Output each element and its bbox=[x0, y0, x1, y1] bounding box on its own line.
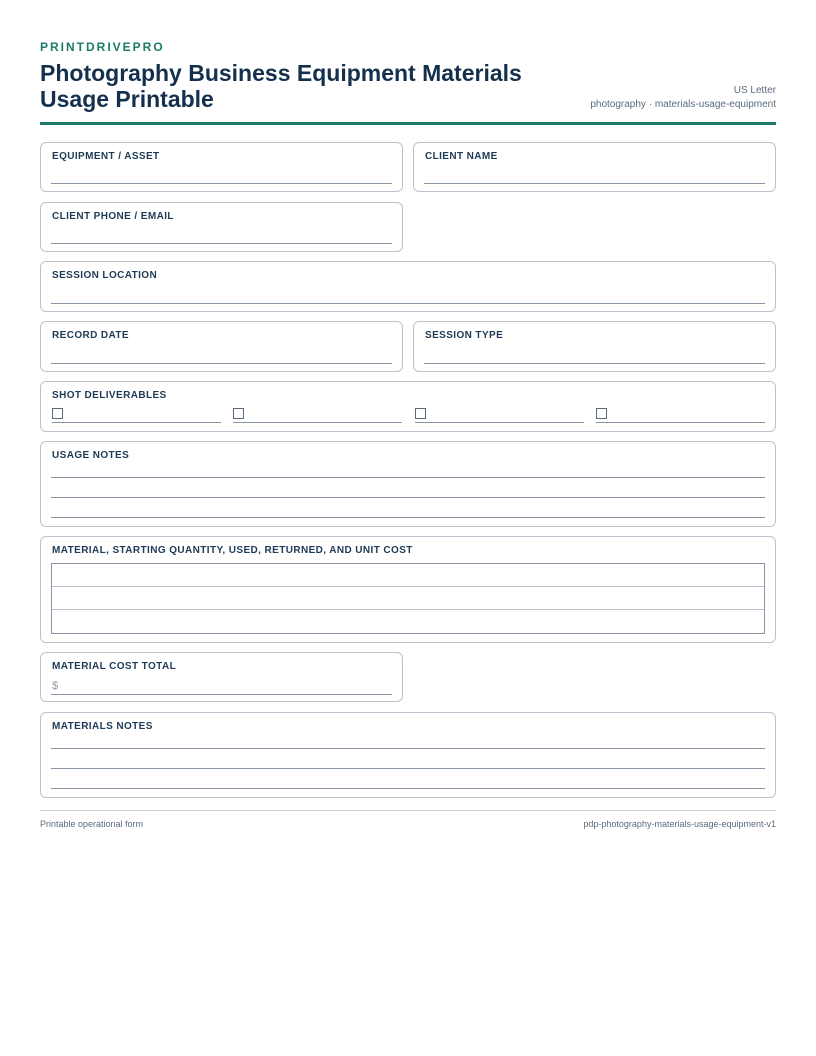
client-name-field[interactable] bbox=[413, 142, 776, 192]
brand-name: PRINTDRIVEPRO bbox=[40, 40, 165, 54]
table-row[interactable] bbox=[52, 587, 764, 610]
materials-table-field bbox=[40, 536, 776, 643]
client-contact-label: CLIENT PHONE / EMAIL bbox=[52, 211, 174, 222]
session-location-label: SESSION LOCATION bbox=[52, 270, 158, 281]
materials-notes-line[interactable] bbox=[51, 748, 765, 749]
equipment-write-line[interactable] bbox=[51, 183, 392, 184]
session-type-label: SESSION TYPE bbox=[425, 330, 504, 341]
usage-notes-field[interactable] bbox=[40, 441, 776, 527]
header-rule bbox=[40, 122, 776, 125]
table-row[interactable] bbox=[52, 610, 764, 633]
cost-total-field[interactable] bbox=[40, 652, 403, 702]
cost-total-write-line[interactable] bbox=[51, 694, 392, 695]
equipment-label: EQUIPMENT / ASSET bbox=[52, 151, 160, 162]
usage-notes-label: USAGE NOTES bbox=[52, 450, 130, 461]
deliverable-write-line[interactable] bbox=[596, 422, 765, 423]
usage-notes-line[interactable] bbox=[51, 497, 765, 498]
client-contact-write-line[interactable] bbox=[51, 243, 392, 244]
client-contact-field[interactable] bbox=[40, 202, 403, 252]
deliverable-checkbox[interactable] bbox=[596, 408, 607, 419]
deliverable-checkbox[interactable] bbox=[52, 408, 63, 419]
session-location-write-line[interactable] bbox=[51, 303, 765, 304]
page-title: Photography Business Equipment Materials Usage Printable bbox=[40, 60, 522, 112]
materials-table bbox=[51, 563, 765, 634]
session-location-field[interactable] bbox=[40, 261, 776, 312]
usage-notes-line[interactable] bbox=[51, 517, 765, 518]
equipment-field[interactable] bbox=[40, 142, 403, 192]
deliverable-checkbox[interactable] bbox=[415, 408, 426, 419]
currency-symbol: $ bbox=[52, 680, 59, 692]
session-type-field[interactable] bbox=[413, 321, 776, 372]
record-date-write-line[interactable] bbox=[51, 363, 392, 364]
deliverable-checkbox[interactable] bbox=[233, 408, 244, 419]
client-name-write-line[interactable] bbox=[424, 183, 765, 184]
record-date-field[interactable] bbox=[40, 321, 403, 372]
cost-total-label: MATERIAL COST TOTAL bbox=[52, 661, 177, 672]
footer-left: Printable operational form bbox=[40, 819, 144, 829]
materials-notes-field[interactable] bbox=[40, 712, 776, 798]
deliverable-write-line[interactable] bbox=[415, 422, 584, 423]
materials-notes-label: MATERIALS NOTES bbox=[52, 721, 153, 732]
materials-notes-line[interactable] bbox=[51, 768, 765, 769]
materials-notes-line[interactable] bbox=[51, 788, 765, 789]
record-date-label: RECORD DATE bbox=[52, 330, 129, 341]
page-tags: photography · materials-usage-equipment bbox=[590, 99, 776, 110]
materials-table-label: MATERIAL, STARTING QUANTITY, USED, RETURNED, AND UNIT COST bbox=[52, 545, 413, 556]
shot-deliverables-label: SHOT DELIVERABLES bbox=[52, 390, 167, 401]
deliverable-write-line[interactable] bbox=[52, 422, 221, 423]
usage-notes-line[interactable] bbox=[51, 477, 765, 478]
client-name-label: CLIENT NAME bbox=[425, 151, 498, 162]
session-type-write-line[interactable] bbox=[424, 363, 765, 364]
paper-size: US Letter bbox=[733, 85, 776, 96]
deliverable-write-line[interactable] bbox=[233, 422, 402, 423]
footer-rule bbox=[40, 810, 776, 811]
shot-deliverables-field bbox=[40, 381, 776, 432]
page-meta bbox=[590, 84, 776, 112]
table-row[interactable] bbox=[52, 564, 764, 587]
footer-right: pdp-photography-materials-usage-equipment-v1 bbox=[583, 819, 776, 829]
